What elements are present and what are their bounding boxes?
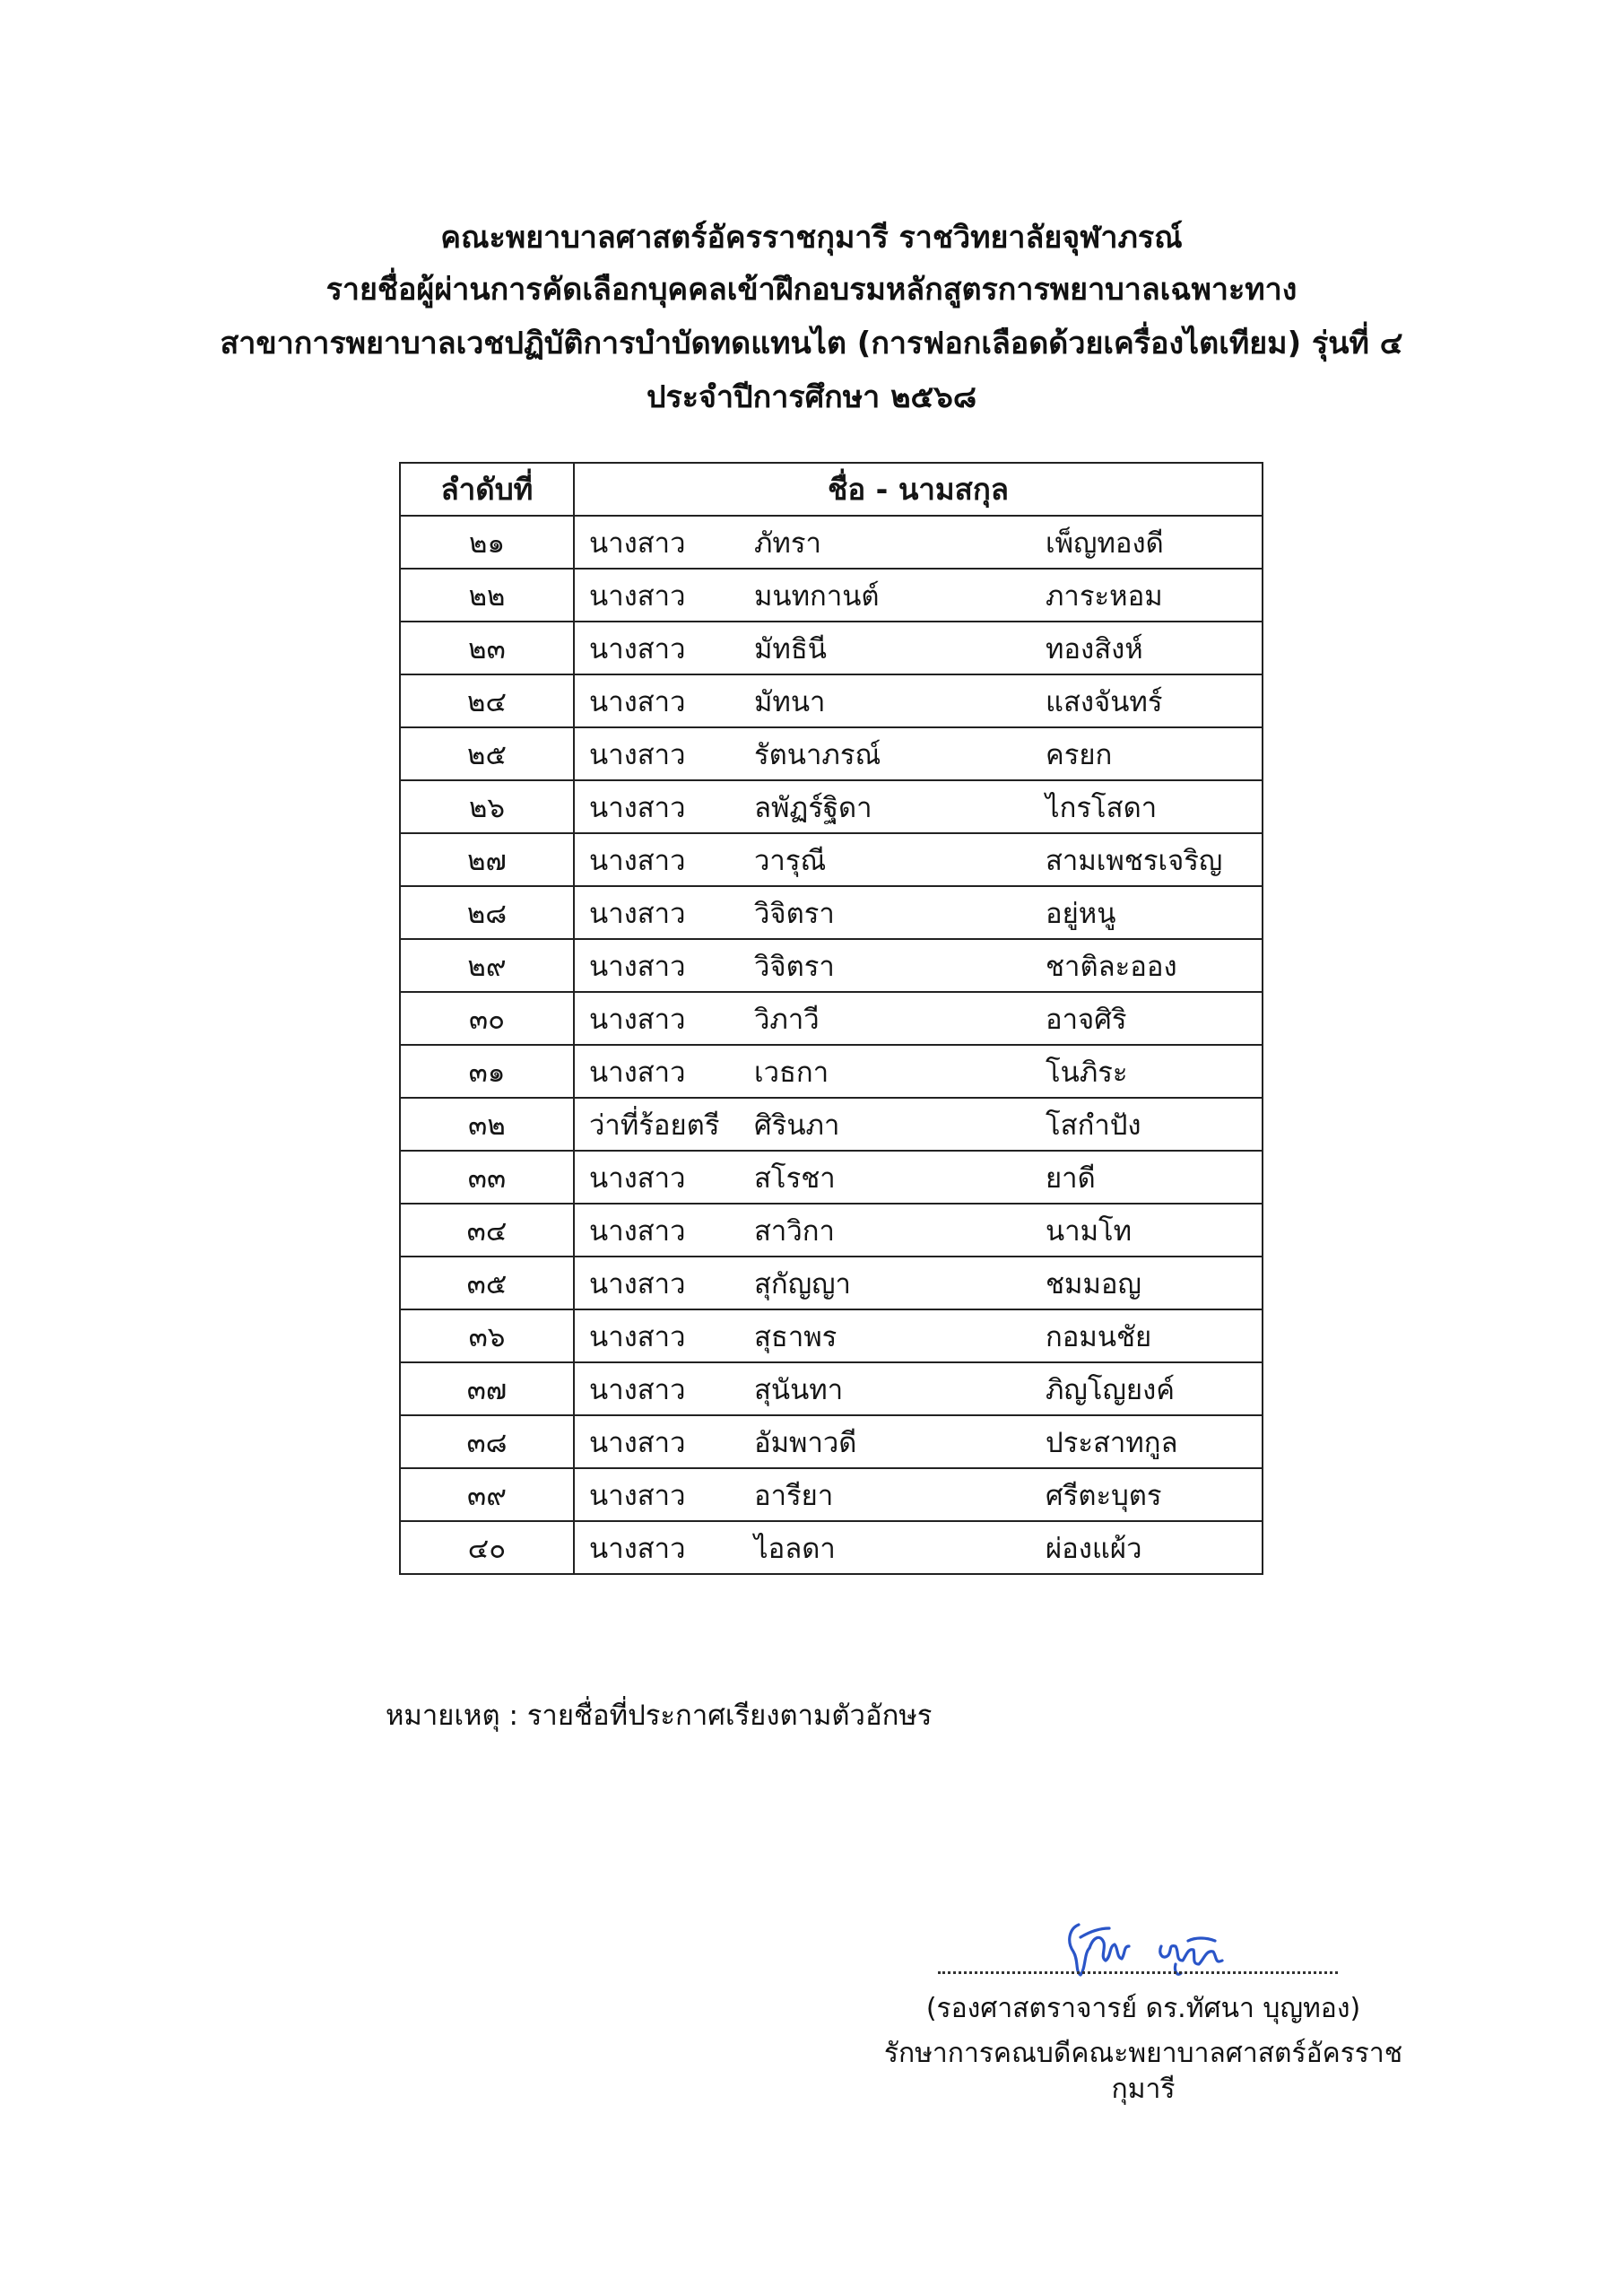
row-full-name <box>574 622 1263 674</box>
row-first-name: วิภาวี <box>754 1003 820 1036</box>
row-first-name: สุธาพร <box>754 1320 838 1353</box>
row-last-name: สามเพชรเจริญ <box>1046 844 1223 877</box>
row-first-name: สุนันทา <box>754 1373 844 1406</box>
heading-program: สาขาการพยาบาลเวชปฏิบัติการบำบัดทดแทนไต (การฟอกเลือดด้วยเครื่องไตเทียม) รุ่นที่ ๔ <box>220 326 1403 361</box>
remark-note: หมายเหตุ : รายชื่อที่ประกาศเรียงตามตัวอักษร <box>386 1700 933 1732</box>
row-order-number: ๓๐ <box>400 992 574 1045</box>
row-order-number: ๒๗ <box>400 833 574 886</box>
table-row <box>400 1098 1263 1151</box>
row-last-name: ภิญโญยงค์ <box>1046 1373 1175 1406</box>
table-row <box>400 1309 1263 1362</box>
row-last-name: ชาติละออง <box>1046 950 1177 983</box>
row-first-name: อารียา <box>754 1479 834 1512</box>
table-header-row <box>400 463 1263 516</box>
row-first-name: สโรชา <box>754 1161 836 1195</box>
row-first-name: วิจิตรา <box>754 950 835 983</box>
row-first-name: สาวิกา <box>754 1214 835 1248</box>
row-last-name: แสงจันทร์ <box>1046 685 1163 718</box>
table-row <box>400 1521 1263 1574</box>
table-row <box>400 727 1263 780</box>
row-order-number: ๓๖ <box>400 1309 574 1362</box>
row-last-name: อยู่หนู <box>1046 897 1116 930</box>
row-title-prefix: นางสาว <box>589 950 686 983</box>
table-row <box>400 674 1263 727</box>
row-order-number: ๓๘ <box>400 1415 574 1468</box>
table-row <box>400 992 1263 1045</box>
table-row <box>400 516 1263 569</box>
roster-body <box>400 516 1263 1574</box>
row-full-name <box>574 833 1263 886</box>
row-order-number: ๓๑ <box>400 1045 574 1098</box>
row-full-name <box>574 569 1263 622</box>
row-full-name <box>574 727 1263 780</box>
row-title-prefix: นางสาว <box>589 632 686 665</box>
row-order-number: ๒๘ <box>400 886 574 939</box>
table-row <box>400 622 1263 674</box>
table-row <box>400 1257 1263 1309</box>
row-title-prefix: นางสาว <box>589 1320 686 1353</box>
row-first-name: มนทกานต์ <box>754 579 880 613</box>
row-last-name: ยาดี <box>1046 1161 1096 1195</box>
table-row <box>400 1362 1263 1415</box>
row-title-prefix: นางสาว <box>589 1426 686 1459</box>
row-full-name <box>574 1257 1263 1309</box>
row-first-name: ภัทรา <box>754 526 821 560</box>
table-row <box>400 1415 1263 1468</box>
row-order-number: ๔๐ <box>400 1521 574 1574</box>
row-full-name <box>574 1309 1263 1362</box>
row-title-prefix: นางสาว <box>589 844 686 877</box>
row-title-prefix: นางสาว <box>589 1373 686 1406</box>
row-last-name: ประสาทกูล <box>1046 1426 1178 1459</box>
row-full-name <box>574 1362 1263 1415</box>
table-row <box>400 833 1263 886</box>
row-last-name: นามโท <box>1046 1214 1133 1248</box>
row-order-number: ๒๖ <box>400 780 574 833</box>
row-last-name: ศรีตะบุตร <box>1046 1479 1162 1512</box>
row-full-name <box>574 516 1263 569</box>
row-order-number: ๒๑ <box>400 516 574 569</box>
row-last-name: ไกรโสดา <box>1046 791 1158 824</box>
row-first-name: ไอลดา <box>754 1532 836 1565</box>
row-full-name <box>574 1468 1263 1521</box>
table-row <box>400 1468 1263 1521</box>
row-title-prefix: นางสาว <box>589 791 686 824</box>
row-full-name <box>574 780 1263 833</box>
row-title-prefix: นางสาว <box>589 526 686 560</box>
row-full-name <box>574 1045 1263 1098</box>
table-row <box>400 1204 1263 1257</box>
row-title-prefix: นางสาว <box>589 897 686 930</box>
row-title-prefix: นางสาว <box>589 579 686 613</box>
row-full-name <box>574 1151 1263 1204</box>
row-order-number: ๓๗ <box>400 1362 574 1415</box>
table-row <box>400 780 1263 833</box>
row-full-name <box>574 992 1263 1045</box>
row-title-prefix: นางสาว <box>589 738 686 771</box>
signature-dotted-line <box>938 1971 1338 1974</box>
row-full-name <box>574 1521 1263 1574</box>
row-last-name: ภาระหอม <box>1046 579 1163 613</box>
header-order: ลำดับที่ <box>400 463 574 516</box>
row-title-prefix: นางสาว <box>589 1532 686 1565</box>
row-order-number: ๓๕ <box>400 1257 574 1309</box>
row-full-name <box>574 1098 1263 1151</box>
row-order-number: ๓๓ <box>400 1151 574 1204</box>
heading-faculty: คณะพยาบาลศาสตร์อัครราชกุมารี ราชวิทยาลัยจุฬาภรณ์ <box>440 220 1183 256</box>
row-last-name: กอมนชัย <box>1046 1320 1152 1353</box>
heading-academic-year: ประจำปีการศึกษา ๒๕๖๘ <box>646 379 977 415</box>
row-title-prefix: นางสาว <box>589 1056 686 1089</box>
row-first-name: ลพัฏร์ฐิดา <box>754 791 872 824</box>
row-first-name: วารุณี <box>754 844 827 877</box>
row-order-number: ๒๔ <box>400 674 574 727</box>
row-last-name: ผ่องแผ้ว <box>1046 1532 1142 1565</box>
row-title-prefix: นางสาว <box>589 1214 686 1248</box>
row-last-name: ครยก <box>1046 738 1113 771</box>
signer-name: (รองศาสตราจารย์ ดร.ทัศนา บุญทอง) <box>925 1993 1361 2024</box>
row-last-name: ชมมอญ <box>1046 1267 1141 1300</box>
row-full-name <box>574 1204 1263 1257</box>
row-order-number: ๒๓ <box>400 622 574 674</box>
row-first-name: มัทธินี <box>754 632 827 665</box>
row-last-name: ทองสิงห์ <box>1046 632 1143 665</box>
handwritten-signature <box>1054 1901 1269 1991</box>
row-first-name: มัทนา <box>754 685 826 718</box>
table-row <box>400 569 1263 622</box>
row-title-prefix: นางสาว <box>589 1003 686 1036</box>
row-full-name <box>574 886 1263 939</box>
row-full-name <box>574 674 1263 727</box>
row-first-name: สุกัญญา <box>754 1267 851 1300</box>
row-order-number: ๓๒ <box>400 1098 574 1151</box>
row-title-prefix: นางสาว <box>589 1161 686 1195</box>
row-title-prefix: นางสาว <box>589 1267 686 1300</box>
table-row <box>400 1045 1263 1098</box>
row-order-number: ๓๔ <box>400 1204 574 1257</box>
row-order-number: ๒๙ <box>400 939 574 992</box>
row-full-name <box>574 939 1263 992</box>
row-first-name: ศิรินภา <box>754 1109 840 1142</box>
heading-announcement: รายชื่อผู้ผ่านการคัดเลือกบุคคลเข้าฝึกอบรมหลักสูตรการพยาบาลเฉพาะทาง <box>325 272 1298 308</box>
row-last-name: เพ็ญทองดี <box>1046 526 1164 560</box>
row-first-name: เวธกา <box>754 1056 829 1089</box>
row-first-name: อัมพาวดี <box>754 1426 857 1459</box>
row-order-number: ๒๕ <box>400 727 574 780</box>
row-title-prefix: ว่าที่ร้อยตรี <box>589 1109 720 1142</box>
table-row <box>400 939 1263 992</box>
row-order-number: ๓๙ <box>400 1468 574 1521</box>
roster-table <box>399 462 1263 1575</box>
row-title-prefix: นางสาว <box>589 685 686 718</box>
row-title-prefix: นางสาว <box>589 1479 686 1512</box>
row-full-name <box>574 1415 1263 1468</box>
row-last-name: โสกำปัง <box>1046 1109 1141 1142</box>
row-first-name: วิจิตรา <box>754 897 835 930</box>
row-first-name: รัตนาภรณ์ <box>754 738 881 771</box>
signer-title: รักษาการคณบดีคณะพยาบาลศาสตร์อัครราชกุมารี <box>883 2038 1403 2105</box>
table-row <box>400 886 1263 939</box>
row-last-name: โนภิระ <box>1046 1056 1128 1089</box>
row-order-number: ๒๒ <box>400 569 574 622</box>
row-last-name: อาจศิริ <box>1046 1003 1127 1036</box>
table-row <box>400 1151 1263 1204</box>
header-name: ชื่อ - นามสกุล <box>574 463 1263 516</box>
